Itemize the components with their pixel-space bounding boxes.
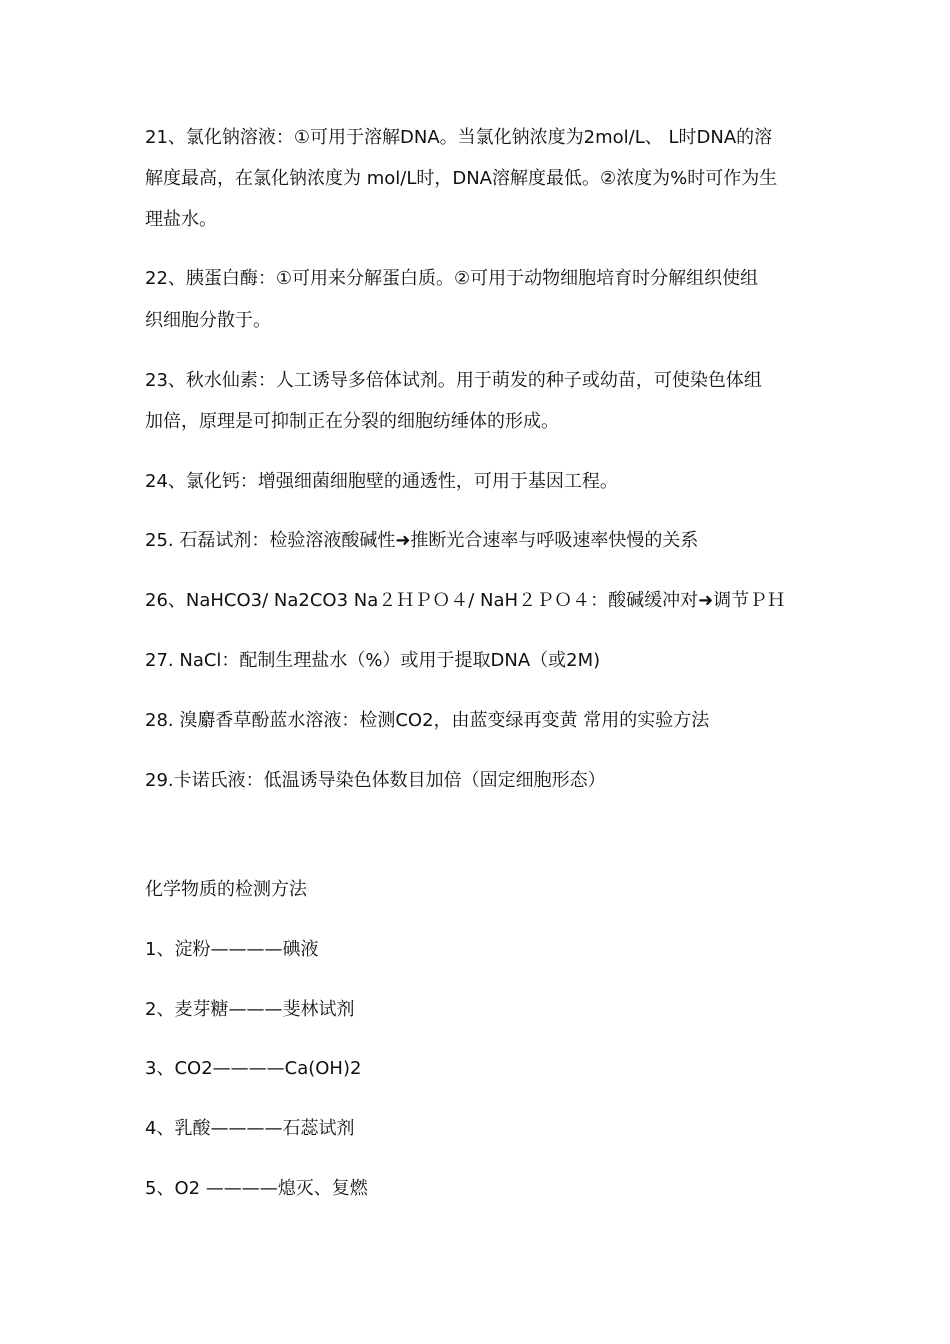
item-23-line-1: 23、秋水仙素：人工诱导多倍体试剂。用于萌发的种子或幼苗，可使染色体组 xyxy=(145,370,762,391)
item-22-line-1: 22、胰蛋白酶：①可用来分解蛋白质。②可用于动物细胞培育时分解组织使组 xyxy=(145,268,759,289)
item-21-line-2: 解度最高，在氯化钠浓度为 mol/L时，DNA溶解度最低。②浓度为%时可作为生 xyxy=(145,168,778,189)
method-item-5: 5、O2 ————熄灭、复燃 xyxy=(145,1178,368,1199)
item-21-line-3: 理盐水。 xyxy=(145,209,217,230)
item-25: 25. 石磊试剂：检验溶液酸碱性➜推断光合速率与呼吸速率快慢的关系 xyxy=(145,530,699,551)
item-29: 29.卡诺氏液：低温诱导染色体数目加倍（固定细胞形态） xyxy=(145,770,606,791)
item-26: 26、NaHCO3/ Na2CO3 Na２ＨＰＯ４/ NaH２ＰＯ４：酸碱缓冲对➜调节ＰＨ xyxy=(145,590,786,611)
item-23-line-2: 加倍，原理是可抑制正在分裂的细胞纺缍体的形成。 xyxy=(145,411,559,432)
item-28: 28. 溴麝香草酚蓝水溶液：检测CO2，由蓝变绿再变黄 常用的实验方法 xyxy=(145,710,710,731)
section-title: 化学物质的检测方法 xyxy=(145,879,307,900)
item-21-line-1: 21、氯化钠溶液：①可用于溶解DNA。当氯化钠浓度为2mol/L、 L时DNA的溶 xyxy=(145,127,773,148)
method-item-1: 1、淀粉————碘液 xyxy=(145,939,319,960)
method-item-2: 2、麦芽糖———斐林试剂 xyxy=(145,999,355,1020)
method-item-3: 3、CO2————Ca(OH)2 xyxy=(145,1058,362,1079)
item-22-line-2: 织细胞分散于。 xyxy=(145,310,271,331)
method-item-4: 4、乳酸————石蕊试剂 xyxy=(145,1118,355,1139)
item-24: 24、氯化钙：增强细菌细胞壁的通透性，可用于基因工程。 xyxy=(145,471,618,492)
item-27: 27. NaCl：配制生理盐水（%）或用于提取DNA（或2M) xyxy=(145,650,601,671)
